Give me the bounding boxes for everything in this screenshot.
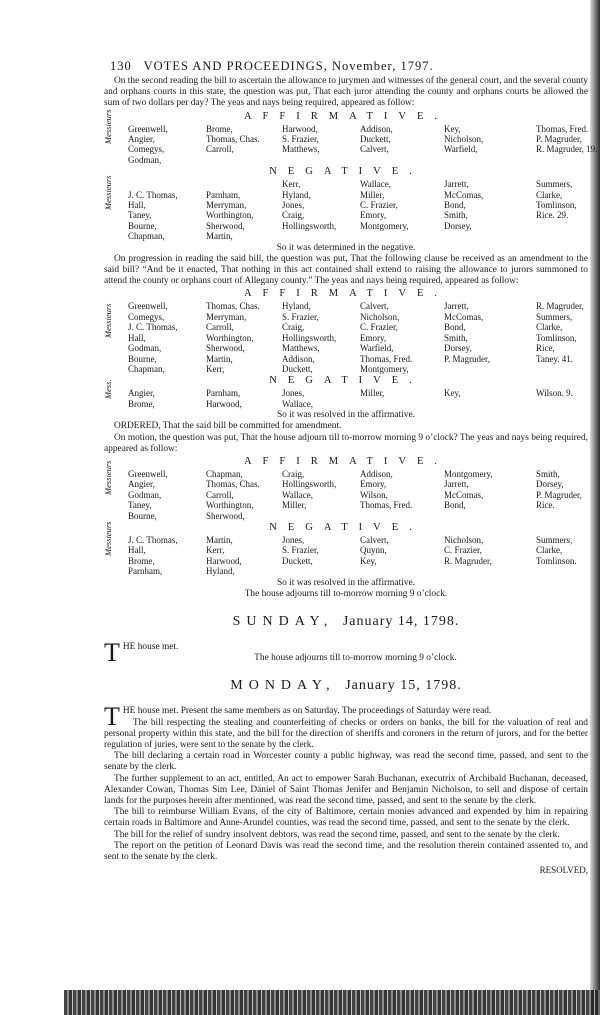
monday-paragraph-4: The further supplement to an act, entitled, An act to empower Sarah Buchanan, executrix of Archibald Buchanan, deceased, Alexander Cowan, Thomas Sim Lee, Daniel of Saint Thomas Jenifer and Benjamin Nicholson, to sell and dispose of certain lands for the purposes herein after mentioned, was read the second time, passed, and sent to the senate by the clerk. <box>104 773 588 807</box>
sunday-heading <box>104 614 588 630</box>
member-name: Smith, <box>444 210 468 221</box>
member-name: Carroll, <box>206 322 234 333</box>
member-name: Duckett, <box>360 134 391 145</box>
vote3-result: So it was resolved in the affirmative. <box>276 577 416 588</box>
messieurs-label: Messieurs <box>102 521 113 556</box>
member-name: Montgomery, <box>444 468 493 479</box>
member-name: McComas, <box>444 489 484 500</box>
member-name <box>536 511 600 521</box>
member-name: Bourne, <box>128 220 157 231</box>
member-name <box>536 566 600 576</box>
member-name: Key, <box>360 555 377 566</box>
member-name: Key, <box>444 123 461 134</box>
vote3-affirmative-names <box>128 469 588 521</box>
dropcap: T <box>104 638 120 668</box>
member-name: Martin, <box>206 534 233 545</box>
member-name: J. C. Thomas, <box>128 322 178 333</box>
member-name: Hollingsworth, <box>282 479 337 490</box>
member-name: Bond, <box>444 322 466 333</box>
member-name <box>536 399 600 409</box>
member-name: Emory, <box>360 332 387 343</box>
member-name: McComas, <box>444 311 484 322</box>
member-name: Sherwood, <box>206 510 245 521</box>
member-name: Montgomery, <box>360 220 409 231</box>
vote1-negative-block <box>102 175 588 242</box>
member-name: Hall, <box>128 332 146 343</box>
member-name: Miller, <box>282 500 307 511</box>
member-name: Tomlinson, <box>536 200 577 211</box>
member-name <box>360 511 444 521</box>
member-name <box>536 155 600 165</box>
monday-heading <box>104 678 588 694</box>
vote3-affirmative-heading: AFFIRMATIVE. <box>243 455 449 467</box>
member-name <box>206 155 282 165</box>
member-name: Kerr, <box>282 179 301 190</box>
paragraph-question-1: On the second reading the bill to ascertain the allowance to jurymen and witnesses of the general court, and the several county and orphans courts in this state, the question was put, That each juror attending the county and orphans courts be allowed the sum of two dollars per day? The yeas and nays being required, appeared as follow: <box>104 76 588 109</box>
member-name: Clarke, <box>536 545 563 556</box>
monday-met-text: HE house met. Present the same members as on Saturday. The proceedings of Saturday were read. <box>122 706 492 717</box>
monday-date: January 15, 1798. <box>345 678 462 694</box>
vote2-affirmative-heading: AFFIRMATIVE. <box>243 288 449 300</box>
member-name: Nicholson, <box>444 534 484 545</box>
member-name: Wallace, <box>282 398 314 409</box>
member-name: Jarrett, <box>444 479 469 490</box>
member-name: Carroll, <box>206 144 234 155</box>
member-name: Nicholson, <box>360 311 400 322</box>
member-name <box>444 364 536 374</box>
member-name: Emory, <box>360 479 387 490</box>
member-name <box>444 511 536 521</box>
member-name: Rice. 29. <box>536 210 569 221</box>
member-name: C. Frazier, <box>360 200 398 211</box>
member-name <box>536 221 600 231</box>
vote2-negative-heading: NEGATIVE. <box>269 375 423 387</box>
member-name: Quynn, <box>360 545 387 556</box>
member-name: Hall, <box>128 545 146 556</box>
member-name <box>282 231 360 241</box>
member-name <box>206 179 282 189</box>
messieurs-label: Messieurs <box>102 175 113 211</box>
member-name: Martin, <box>206 231 233 242</box>
member-name: Hollingsworth, <box>282 332 337 343</box>
member-name: Harwood, <box>206 398 242 409</box>
member-name: Taney. 41. <box>536 353 574 364</box>
member-name: Wallace, <box>360 179 392 190</box>
member-name <box>444 399 536 409</box>
member-name: Thomas, Chas. <box>206 479 260 490</box>
member-name: Hyland, <box>282 301 311 312</box>
member-name: Addison, <box>360 123 393 134</box>
member-name: Summers, <box>536 534 573 545</box>
vote1-result: So it was determined in the negative. <box>276 242 416 253</box>
vote2-result: So it was resolved in the affirmative. <box>276 410 416 421</box>
dropcap: T <box>104 702 120 732</box>
member-name: Warfield, <box>444 144 478 155</box>
member-name: Sherwood, <box>206 220 245 231</box>
member-name: Nicholson, <box>444 134 484 145</box>
member-name: Godman, <box>128 489 162 500</box>
member-name: Calvert, <box>360 144 389 155</box>
member-name: Jones, <box>282 388 305 399</box>
member-name: Tomlinson, <box>536 332 577 343</box>
member-name: Smith, <box>444 332 468 343</box>
member-name: Wilson, <box>360 489 388 500</box>
member-name: Jones, <box>282 200 305 211</box>
vote1-affirmative-heading: AFFIRMATIVE. <box>243 110 449 122</box>
member-name: Rice, <box>536 343 555 354</box>
member-name: Worthington, <box>206 210 254 221</box>
member-name: Worthington, <box>206 500 254 511</box>
member-name: Warfield, <box>360 343 394 354</box>
member-name: Thomas, Fred. <box>360 353 413 364</box>
member-name: Bourne, <box>128 510 157 521</box>
member-name: P. Magruder, <box>536 489 582 500</box>
member-name: Thomas, Chas. <box>206 301 260 312</box>
member-name: Merryman, <box>206 311 247 322</box>
member-name <box>444 566 536 576</box>
catchword: RESOLVED, <box>539 865 588 876</box>
document-page <box>102 56 598 876</box>
member-name: Matthews, <box>282 144 320 155</box>
member-name: Matthews, <box>282 343 320 354</box>
member-name <box>360 231 444 241</box>
member-name: J. C. Thomas, <box>128 189 178 200</box>
vote2-affirmative-block <box>104 301 588 374</box>
member-name: Hollingsworth, <box>282 220 337 231</box>
member-name: S. Frazier, <box>282 311 319 322</box>
member-name: S. Frazier, <box>282 134 319 145</box>
member-name: Clarke, <box>536 189 563 200</box>
member-name: Dorsey, <box>444 220 472 231</box>
member-name: Taney, <box>128 210 152 221</box>
member-name: Greenwell, <box>128 468 168 479</box>
vote3-negative-names <box>128 535 588 577</box>
member-name: Craig, <box>282 468 305 479</box>
member-name: McComas, <box>444 189 484 200</box>
member-name: Key, <box>444 388 461 399</box>
member-name: Miller, <box>360 388 385 399</box>
member-name: Parnham, <box>206 388 241 399</box>
vote1-affirmative-names <box>128 123 598 166</box>
member-name: Addison, <box>282 353 315 364</box>
member-name: Parnham, <box>128 566 163 577</box>
member-name <box>282 155 360 165</box>
member-name: Greenwell, <box>128 123 168 134</box>
member-name: Taney, <box>128 500 152 511</box>
member-name <box>360 566 444 576</box>
messieurs-label: Messieurs <box>102 109 113 145</box>
member-name: Smith, <box>536 468 560 479</box>
mess-label: Mess. <box>102 379 113 399</box>
member-name: Summers, <box>536 311 573 322</box>
member-name: Jarrett, <box>444 179 469 190</box>
monday-paragraph-2: The bill respecting the stealing and counterfeiting of checks or orders on banks, the bill for the valuation of real and personal property within this state, and the bill for the direction of sheriffs and coroners in the return of jurors, and for the better regulation of juries, were sent to the senate by the clerk. <box>104 717 588 751</box>
member-name: R. Magruder, <box>536 301 584 312</box>
member-name: Thomas, Fred. <box>536 123 589 134</box>
monday-paragraph-6: The bill for the relief of sundry insolvent debtors, was read the second time, passed, and sent to the senate by the clerk. <box>114 829 560 840</box>
member-name: Greenwell, <box>128 301 168 312</box>
member-name: Wilson. 9. <box>536 388 573 399</box>
member-name <box>128 179 206 189</box>
member-name: Tomlinson. <box>536 555 577 566</box>
member-name: Worthington, <box>206 332 254 343</box>
member-name: Hyland, <box>282 189 311 200</box>
member-name: Chapman, <box>128 363 165 374</box>
paragraph-ordered: ORDERED, That the said bill be committed for amendment. <box>114 421 342 432</box>
member-name: Bourne, <box>128 353 157 364</box>
vote1-negative-heading: NEGATIVE. <box>269 166 423 178</box>
member-name: Craig, <box>282 210 305 221</box>
member-name: Duckett, <box>282 363 313 374</box>
monday-paragraph-5: The bill to reimburse William Evans, of the city of Baltimore, certain monies advanced and expended by him in repairing certain roads in Baltimore and Anne-Arundel counties, was read the second time, passed, and sent to the senate by the clerk. <box>104 807 588 829</box>
member-name: Merryman, <box>206 200 247 211</box>
member-name: Craig, <box>282 322 305 333</box>
running-header <box>110 56 588 76</box>
scan-border-strip <box>64 990 600 1015</box>
sunday-adjourn: The house adjourns till to-morrow morning 9 o’clock. <box>254 653 457 664</box>
sunday-date: January 14, 1798. <box>342 614 460 630</box>
member-name: Parnham, <box>206 189 241 200</box>
member-name: Dorsey, <box>444 343 472 354</box>
member-name: R. Magruder, <box>444 555 492 566</box>
member-name: Rice. <box>536 500 555 511</box>
page-number: 130 <box>110 59 132 73</box>
member-name <box>360 155 444 165</box>
member-name: P. Magruder, <box>444 353 490 364</box>
member-name: Godman, <box>128 154 162 165</box>
member-name: Brome, <box>128 555 155 566</box>
monday-paragraph-7: The report on the petition of Leonard Davis was read the second time, and the resolution therein contained assented to, and sent to the senate by the clerk. <box>104 840 588 863</box>
member-name: Angier, <box>128 479 155 490</box>
monday-paragraph-1 <box>104 702 588 732</box>
member-name: Bond, <box>444 500 466 511</box>
member-name: Sherwood, <box>206 343 245 354</box>
member-name: Comegys, <box>128 144 165 155</box>
member-name: Bond, <box>444 200 466 211</box>
monday-day: MONDAY, <box>230 678 336 694</box>
member-name: S. Frazier, <box>282 545 319 556</box>
member-name: Thomas, Fred. <box>360 500 413 511</box>
member-name: J. C. Thomas, <box>128 534 178 545</box>
sunday-met-text: HE house met. <box>122 642 179 653</box>
member-name: R. Magruder, 19. <box>536 144 598 155</box>
member-name <box>444 155 536 165</box>
member-name: Comegys, <box>128 311 165 322</box>
member-name <box>282 511 360 521</box>
member-name: Brome, <box>128 398 155 409</box>
member-name: Hall, <box>128 200 146 211</box>
member-name: Harwood, <box>282 123 318 134</box>
running-title: VOTES AND PROCEEDINGS, November, 1797. <box>143 59 434 73</box>
member-name <box>282 566 360 576</box>
member-name: Chapman, <box>206 468 243 479</box>
member-name: Brome, <box>206 123 233 134</box>
sunday-day: SUNDAY, <box>232 614 334 630</box>
member-name: Harwood, <box>206 555 242 566</box>
member-name: Angier, <box>128 134 155 145</box>
member-name: Jones, <box>282 534 305 545</box>
member-name: Wallace, <box>282 489 314 500</box>
member-name <box>536 364 600 374</box>
member-name <box>444 231 536 241</box>
member-name: Emory, <box>360 210 387 221</box>
vote1-negative-names <box>128 179 588 241</box>
member-name: Kerr, <box>206 545 225 556</box>
member-name: C. Frazier, <box>360 322 398 333</box>
member-name: Angier, <box>128 388 155 399</box>
member-name: Calvert, <box>360 534 389 545</box>
vote2-affirmative-names <box>128 301 588 374</box>
member-name: Miller, <box>360 189 385 200</box>
vote2-negative-names <box>128 388 588 409</box>
member-name: Martin, <box>206 353 233 364</box>
paragraph-motion: On motion, the question was put, That the house adjourn till to-morrow morning 9 o’clock? The yeas and nays being required, appeared as follow: <box>104 432 588 454</box>
member-name: Clarke, <box>536 322 563 333</box>
messieurs-label: Messieurs <box>102 303 113 338</box>
messieurs-label: Messieurs <box>102 460 113 495</box>
vote3-negative-heading: NEGATIVE. <box>269 521 423 533</box>
member-name: Addison, <box>360 468 393 479</box>
member-name <box>536 231 600 241</box>
member-name: Kerr, <box>206 363 225 374</box>
member-name: Thomas, Chas. <box>206 134 260 145</box>
monday-paragraph-3: The bill declaring a certain road in Worcester county a public highway, was read the second time, passed, and sent to the senate by the clerk. <box>104 751 588 773</box>
member-name: Carroll, <box>206 489 234 500</box>
member-name: Hyland, <box>206 566 235 577</box>
member-name: Godman, <box>128 343 162 354</box>
member-name: Jarrett, <box>444 301 469 312</box>
member-name: Montgomery, <box>360 363 409 374</box>
member-name: Duckett, <box>282 555 313 566</box>
member-name: Calvert, <box>360 301 389 312</box>
member-name <box>360 399 444 409</box>
member-name: P. Magruder, <box>536 134 582 145</box>
vote3-adjourn: The house adjourns till to-morrow morning 9 o’clock. <box>244 588 448 599</box>
paragraph-question-2: On progression in reading the said bill, the question was put, That the following clause be received as an amendment to the said bill? “And be it enacted, That nothing in this act contained shall extend to raising the allowance to jurors summoned to attend the county or orphans court of Allegany county.” The yeas and nays being required, appeared as follow: <box>104 253 588 287</box>
member-name: Summers, <box>536 179 573 190</box>
member-name: Chapman, <box>128 231 165 242</box>
member-name: Dorsey, <box>536 479 564 490</box>
member-name: C. Frazier, <box>444 545 482 556</box>
